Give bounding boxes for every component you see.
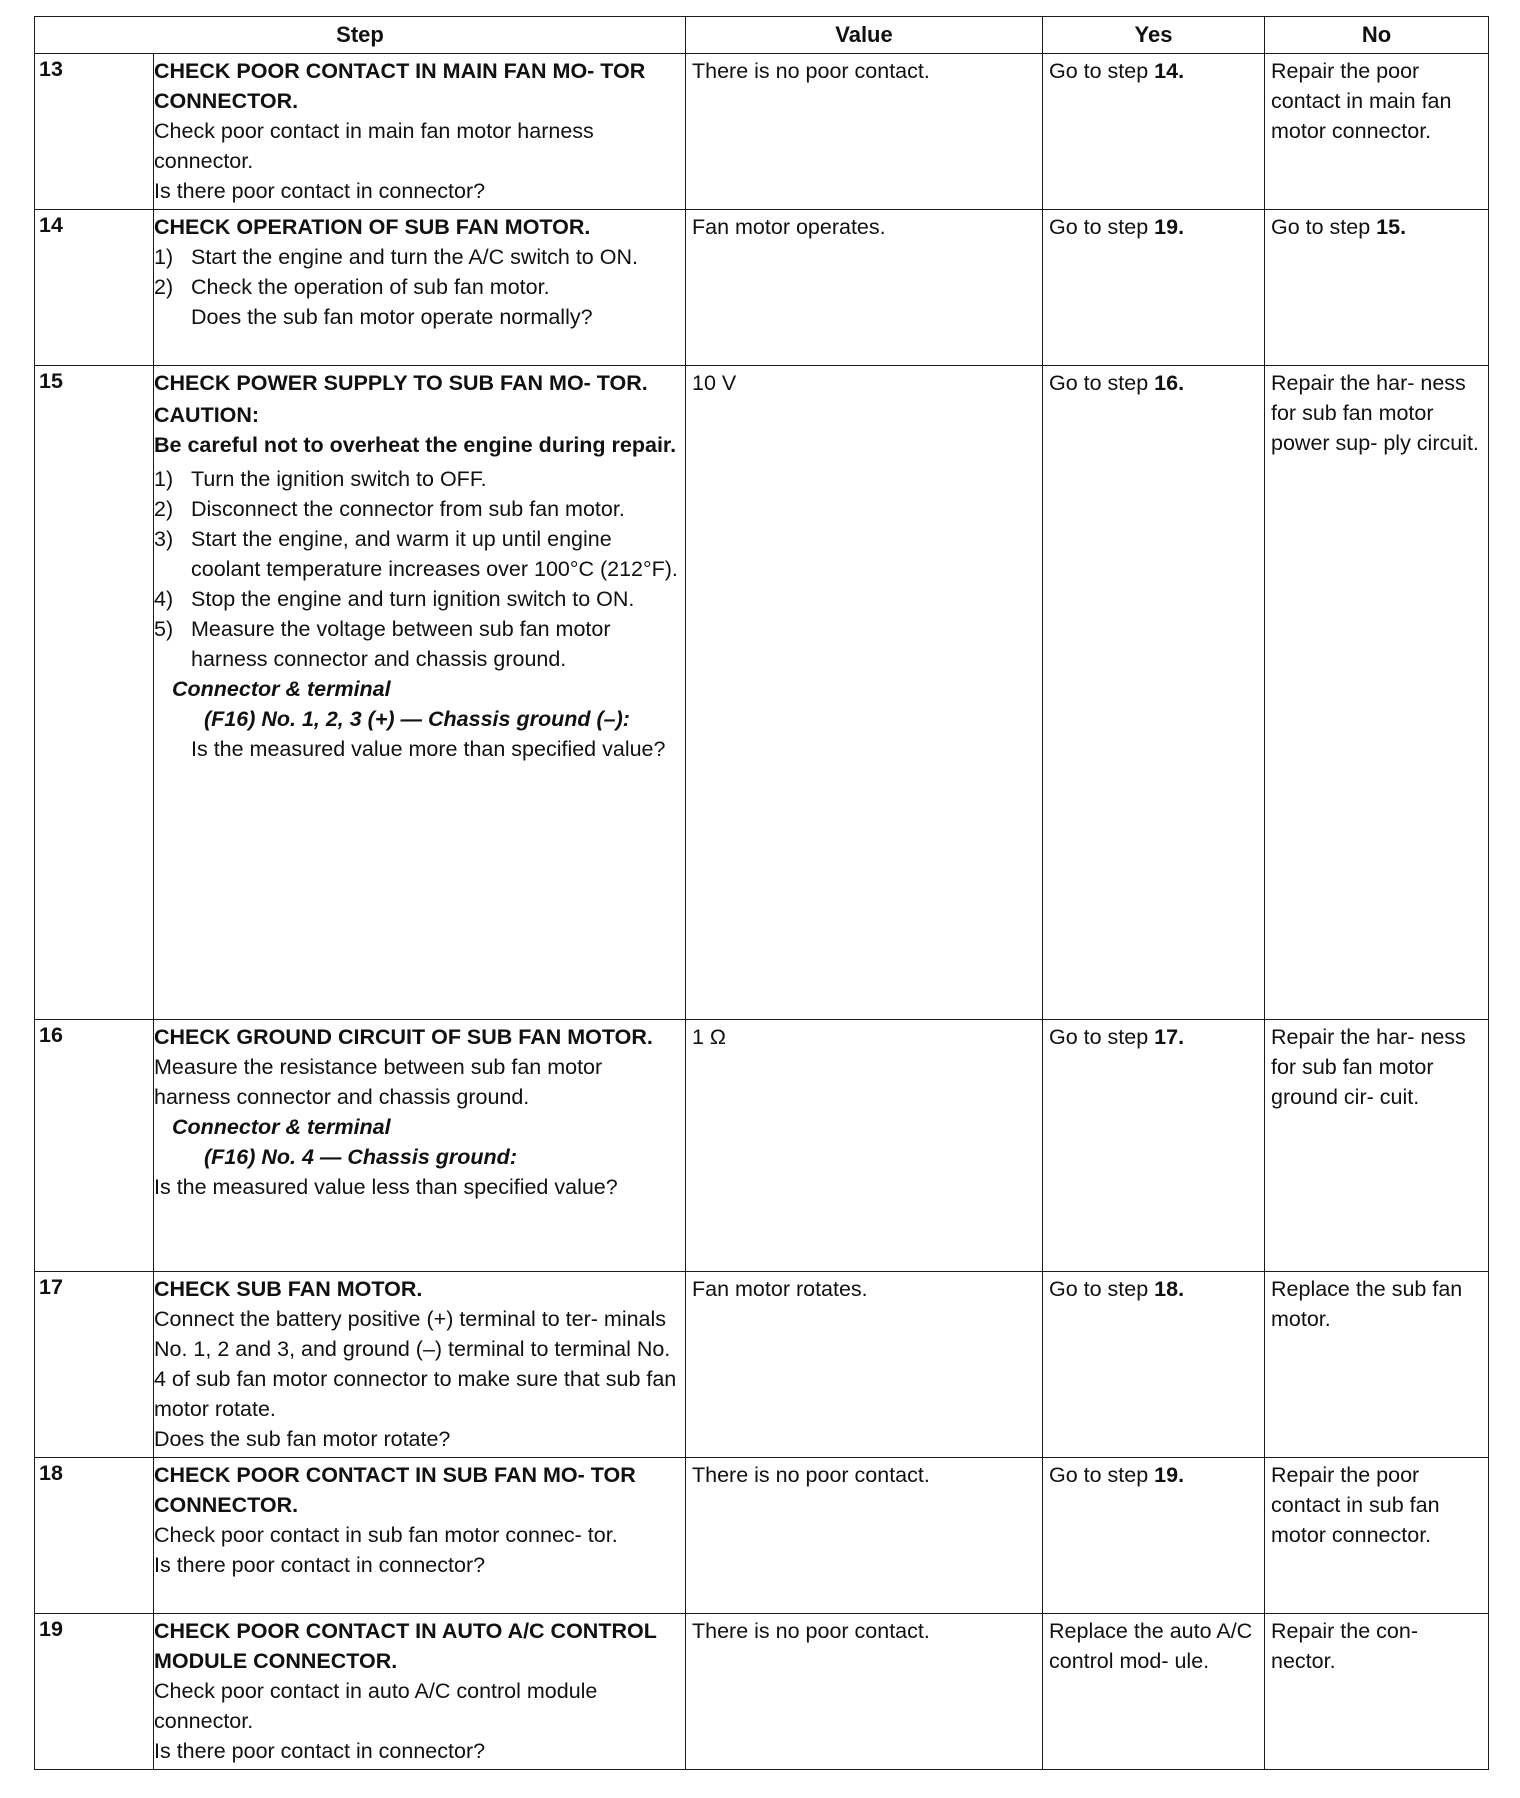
yes-step-ref: 14. <box>1154 59 1185 83</box>
table-row <box>35 1272 1489 1458</box>
no-text: Go to step <box>1271 215 1377 239</box>
spec-label: Connector & terminal <box>172 1115 391 1139</box>
yes-text: Go to step <box>1049 59 1155 83</box>
spec-value: (F16) No. 1, 2, 3 (+) — Chassis ground (–): <box>204 707 630 731</box>
spec-label: Connector & terminal <box>172 677 391 701</box>
step-question: Does the sub fan motor operate normally? <box>191 305 593 329</box>
value-cell: Fan motor rotates. <box>686 1272 1043 1458</box>
list-item: 1) Turn the ignition switch to OFF. <box>154 467 487 491</box>
yes-step-ref: 18. <box>1154 1277 1185 1301</box>
list-item: 1) Start the engine and turn the A/C switch to ON. <box>154 245 638 269</box>
table-row <box>35 210 1489 366</box>
yes-cell: Replace the auto A/C control mod- ule. <box>1043 1614 1265 1770</box>
yes-cell <box>1043 1020 1265 1272</box>
value-cell: Fan motor operates. <box>686 210 1043 366</box>
yes-cell <box>1043 210 1265 366</box>
step-text: Connect the battery positive (+) terminal to ter- minals No. 1, 2 and 3, and ground (–) terminal to terminal No. 4 of sub fan motor connector to make sure that sub fan motor rotate. <box>154 1307 677 1421</box>
step-text: Measure the resistance between sub fan motor harness connector and chassis ground. <box>154 1055 603 1109</box>
yes-step-ref: 17. <box>1154 1025 1185 1049</box>
step-text: Check poor contact in sub fan motor connec- tor. <box>154 1523 618 1547</box>
diagnostic-table <box>34 16 1489 1770</box>
yes-cell <box>1043 366 1265 1020</box>
no-cell <box>1265 210 1489 366</box>
step-question: Is the measured value less than specified value? <box>154 1175 618 1199</box>
spec-value: (F16) No. 4 — Chassis ground: <box>204 1145 517 1169</box>
value-cell: 1 Ω <box>686 1020 1043 1272</box>
step-text: Check poor contact in auto A/C control module connector. <box>154 1679 598 1733</box>
list-item: 5) Measure the voltage between sub fan motor harness connector and chassis ground. <box>154 617 611 671</box>
no-cell: Repair the har- ness for sub fan motor ground cir- cuit. <box>1265 1020 1489 1272</box>
no-cell: Repair the poor contact in sub fan motor connector. <box>1265 1458 1489 1614</box>
list-item: 3) Start the engine, and warm it up until engine coolant temperature increases over 100°C (212°F). <box>154 527 678 581</box>
step-number: 19 <box>35 1614 154 1770</box>
step-description <box>154 1614 686 1770</box>
no-cell: Repair the har- ness for sub fan motor power sup- ply circuit. <box>1265 366 1489 1020</box>
list-item: 4) Stop the engine and turn ignition switch to ON. <box>154 587 635 611</box>
yes-text: Go to step <box>1049 215 1155 239</box>
value-cell: 10 V <box>686 366 1043 1020</box>
step-question: Is there poor contact in connector? <box>154 179 486 203</box>
step-description <box>154 1272 686 1458</box>
step-title: CHECK GROUND CIRCUIT OF SUB FAN MOTOR. <box>154 1025 653 1049</box>
step-text: Check poor contact in main fan motor harness connector. <box>154 119 594 173</box>
table-row <box>35 1020 1489 1272</box>
step-title: CHECK POOR CONTACT IN SUB FAN MO- TOR CONNECTOR. <box>154 1463 636 1517</box>
step-description <box>154 1020 686 1272</box>
table-row <box>35 366 1489 1020</box>
step-number: 15 <box>35 366 154 1020</box>
yes-text: Go to step <box>1049 1277 1155 1301</box>
yes-text: Go to step <box>1049 1025 1155 1049</box>
step-number: 14 <box>35 210 154 366</box>
yes-step-ref: 19. <box>1154 1463 1185 1487</box>
value-cell: There is no poor contact. <box>686 54 1043 210</box>
step-title: CHECK SUB FAN MOTOR. <box>154 1277 423 1301</box>
no-cell: Replace the sub fan motor. <box>1265 1272 1489 1458</box>
header-row <box>35 17 1489 54</box>
step-question: Is the measured value more than specified value? <box>191 737 666 761</box>
header-no: No <box>1265 17 1489 54</box>
step-description <box>154 366 686 1020</box>
caution-text: Be careful not to overheat the engine during repair. <box>154 433 677 457</box>
step-title: CHECK POOR CONTACT IN AUTO A/C CONTROL MODULE CONNECTOR. <box>154 1619 657 1673</box>
header-yes: Yes <box>1043 17 1265 54</box>
caution-label: CAUTION: <box>154 403 260 427</box>
table-row <box>35 1614 1489 1770</box>
step-number: 13 <box>35 54 154 210</box>
step-number: 17 <box>35 1272 154 1458</box>
yes-cell <box>1043 1272 1265 1458</box>
table-row <box>35 54 1489 210</box>
step-question: Is there poor contact in connector? <box>154 1739 486 1763</box>
step-title: CHECK POOR CONTACT IN MAIN FAN MO- TOR CONNECTOR. <box>154 59 646 113</box>
list-item: 2) Check the operation of sub fan motor. <box>154 275 550 299</box>
step-number: 16 <box>35 1020 154 1272</box>
value-cell: There is no poor contact. <box>686 1458 1043 1614</box>
yes-cell <box>1043 54 1265 210</box>
step-description <box>154 54 686 210</box>
step-title: CHECK POWER SUPPLY TO SUB FAN MO- TOR. <box>154 371 648 395</box>
step-title: CHECK OPERATION OF SUB FAN MOTOR. <box>154 215 591 239</box>
yes-text: Go to step <box>1049 371 1155 395</box>
step-description <box>154 1458 686 1614</box>
no-cell: Repair the con- nector. <box>1265 1614 1489 1770</box>
no-step-ref: 15. <box>1376 215 1407 239</box>
yes-step-ref: 19. <box>1154 215 1185 239</box>
no-cell: Repair the poor contact in main fan motor connector. <box>1265 54 1489 210</box>
value-cell: There is no poor contact. <box>686 1614 1043 1770</box>
yes-text: Go to step <box>1049 1463 1155 1487</box>
list-item: 2) Disconnect the connector from sub fan motor. <box>154 497 625 521</box>
step-number: 18 <box>35 1458 154 1614</box>
step-question: Is there poor contact in connector? <box>154 1553 486 1577</box>
yes-step-ref: 16. <box>1154 371 1185 395</box>
header-value: Value <box>686 17 1043 54</box>
yes-cell <box>1043 1458 1265 1614</box>
table-row <box>35 1458 1489 1614</box>
step-question: Does the sub fan motor rotate? <box>154 1427 451 1451</box>
step-description <box>154 210 686 366</box>
header-step: Step <box>35 17 686 54</box>
